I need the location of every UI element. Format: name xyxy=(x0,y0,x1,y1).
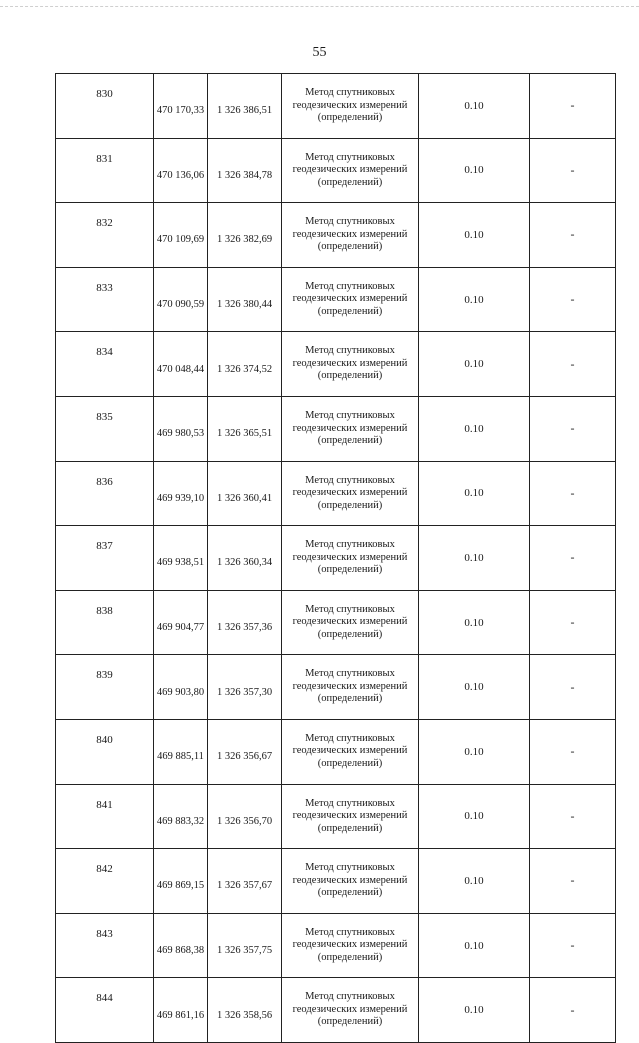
x-coordinate-cell: 469 938,51 xyxy=(154,526,208,591)
x-coordinate-cell: 470 090,59 xyxy=(154,267,208,332)
x-coordinate-cell: 470 136,06 xyxy=(154,138,208,203)
point-number-cell: 831 xyxy=(56,138,154,203)
method-cell: Метод спутниковых геодезических измерений (определений) xyxy=(282,332,419,397)
y-coordinate-cell: 1 326 380,44 xyxy=(208,267,282,332)
x-coordinate-cell: 469 885,11 xyxy=(154,719,208,784)
point-number-cell: 844 xyxy=(56,978,154,1043)
note-cell: - xyxy=(530,332,616,397)
table-row xyxy=(56,590,616,655)
x-coordinate-cell: 469 904,77 xyxy=(154,590,208,655)
point-number-cell: 837 xyxy=(56,526,154,591)
note-cell: - xyxy=(530,526,616,591)
point-number-cell: 833 xyxy=(56,267,154,332)
x-coordinate-cell: 469 980,53 xyxy=(154,396,208,461)
x-coordinate-cell: 469 869,15 xyxy=(154,849,208,914)
note-cell: - xyxy=(530,461,616,526)
table-row xyxy=(56,655,616,720)
accuracy-cell: 0.10 xyxy=(419,655,530,720)
note-cell: - xyxy=(530,719,616,784)
accuracy-cell: 0.10 xyxy=(419,396,530,461)
x-coordinate-cell: 469 868,38 xyxy=(154,913,208,978)
table-row xyxy=(56,267,616,332)
y-coordinate-cell: 1 326 384,78 xyxy=(208,138,282,203)
table-row xyxy=(56,526,616,591)
coordinates-table xyxy=(55,73,616,1043)
accuracy-cell: 0.10 xyxy=(419,332,530,397)
table-row xyxy=(56,396,616,461)
y-coordinate-cell: 1 326 357,75 xyxy=(208,913,282,978)
note-cell: - xyxy=(530,590,616,655)
accuracy-cell: 0.10 xyxy=(419,74,530,139)
point-number-cell: 838 xyxy=(56,590,154,655)
y-coordinate-cell: 1 326 374,52 xyxy=(208,332,282,397)
accuracy-cell: 0.10 xyxy=(419,526,530,591)
table-row xyxy=(56,913,616,978)
method-cell: Метод спутниковых геодезических измерений (определений) xyxy=(282,719,419,784)
table-row xyxy=(56,784,616,849)
method-cell: Метод спутниковых геодезических измерений (определений) xyxy=(282,784,419,849)
point-number-cell: 839 xyxy=(56,655,154,720)
y-coordinate-cell: 1 326 360,34 xyxy=(208,526,282,591)
coordinates-table-body xyxy=(56,74,616,1043)
x-coordinate-cell: 470 048,44 xyxy=(154,332,208,397)
point-number-cell: 841 xyxy=(56,784,154,849)
method-cell: Метод спутниковых геодезических измерений (определений) xyxy=(282,396,419,461)
accuracy-cell: 0.10 xyxy=(419,461,530,526)
y-coordinate-cell: 1 326 382,69 xyxy=(208,203,282,268)
x-coordinate-cell: 469 903,80 xyxy=(154,655,208,720)
y-coordinate-cell: 1 326 356,70 xyxy=(208,784,282,849)
note-cell: - xyxy=(530,203,616,268)
point-number-cell: 835 xyxy=(56,396,154,461)
note-cell: - xyxy=(530,138,616,203)
x-coordinate-cell: 469 861,16 xyxy=(154,978,208,1043)
method-cell: Метод спутниковых геодезических измерений (определений) xyxy=(282,849,419,914)
accuracy-cell: 0.10 xyxy=(419,719,530,784)
point-number-cell: 830 xyxy=(56,74,154,139)
table-row xyxy=(56,849,616,914)
y-coordinate-cell: 1 326 386,51 xyxy=(208,74,282,139)
y-coordinate-cell: 1 326 357,67 xyxy=(208,849,282,914)
y-coordinate-cell: 1 326 360,41 xyxy=(208,461,282,526)
method-cell: Метод спутниковых геодезических измерений (определений) xyxy=(282,978,419,1043)
note-cell: - xyxy=(530,74,616,139)
method-cell: Метод спутниковых геодезических измерений (определений) xyxy=(282,913,419,978)
method-cell: Метод спутниковых геодезических измерений (определений) xyxy=(282,590,419,655)
accuracy-cell: 0.10 xyxy=(419,138,530,203)
accuracy-cell: 0.10 xyxy=(419,590,530,655)
y-coordinate-cell: 1 326 356,67 xyxy=(208,719,282,784)
accuracy-cell: 0.10 xyxy=(419,784,530,849)
note-cell: - xyxy=(530,396,616,461)
method-cell: Метод спутниковых геодезических измерений (определений) xyxy=(282,203,419,268)
x-coordinate-cell: 470 170,33 xyxy=(154,74,208,139)
accuracy-cell: 0.10 xyxy=(419,849,530,914)
accuracy-cell: 0.10 xyxy=(419,913,530,978)
y-coordinate-cell: 1 326 365,51 xyxy=(208,396,282,461)
table-row xyxy=(56,719,616,784)
y-coordinate-cell: 1 326 357,30 xyxy=(208,655,282,720)
note-cell: - xyxy=(530,978,616,1043)
accuracy-cell: 0.10 xyxy=(419,267,530,332)
y-coordinate-cell: 1 326 358,56 xyxy=(208,978,282,1043)
method-cell: Метод спутниковых геодезических измерений (определений) xyxy=(282,138,419,203)
x-coordinate-cell: 469 939,10 xyxy=(154,461,208,526)
note-cell: - xyxy=(530,784,616,849)
x-coordinate-cell: 469 883,32 xyxy=(154,784,208,849)
method-cell: Метод спутниковых геодезических измерений (определений) xyxy=(282,461,419,526)
table-row xyxy=(56,461,616,526)
note-cell: - xyxy=(530,267,616,332)
page-number: 55 xyxy=(312,45,327,60)
accuracy-cell: 0.10 xyxy=(419,978,530,1043)
point-number-cell: 832 xyxy=(56,203,154,268)
method-cell: Метод спутниковых геодезических измерений (определений) xyxy=(282,655,419,720)
note-cell: - xyxy=(530,913,616,978)
point-number-cell: 834 xyxy=(56,332,154,397)
method-cell: Метод спутниковых геодезических измерений (определений) xyxy=(282,74,419,139)
note-cell: - xyxy=(530,655,616,720)
table-row xyxy=(56,978,616,1043)
point-number-cell: 843 xyxy=(56,913,154,978)
point-number-cell: 842 xyxy=(56,849,154,914)
scan-edge-line xyxy=(0,6,639,7)
table-row xyxy=(56,203,616,268)
point-number-cell: 836 xyxy=(56,461,154,526)
y-coordinate-cell: 1 326 357,36 xyxy=(208,590,282,655)
table-row xyxy=(56,74,616,139)
table-row xyxy=(56,332,616,397)
accuracy-cell: 0.10 xyxy=(419,203,530,268)
method-cell: Метод спутниковых геодезических измерений (определений) xyxy=(282,267,419,332)
note-cell: - xyxy=(530,849,616,914)
method-cell: Метод спутниковых геодезических измерений (определений) xyxy=(282,526,419,591)
table-row xyxy=(56,138,616,203)
point-number-cell: 840 xyxy=(56,719,154,784)
x-coordinate-cell: 470 109,69 xyxy=(154,203,208,268)
